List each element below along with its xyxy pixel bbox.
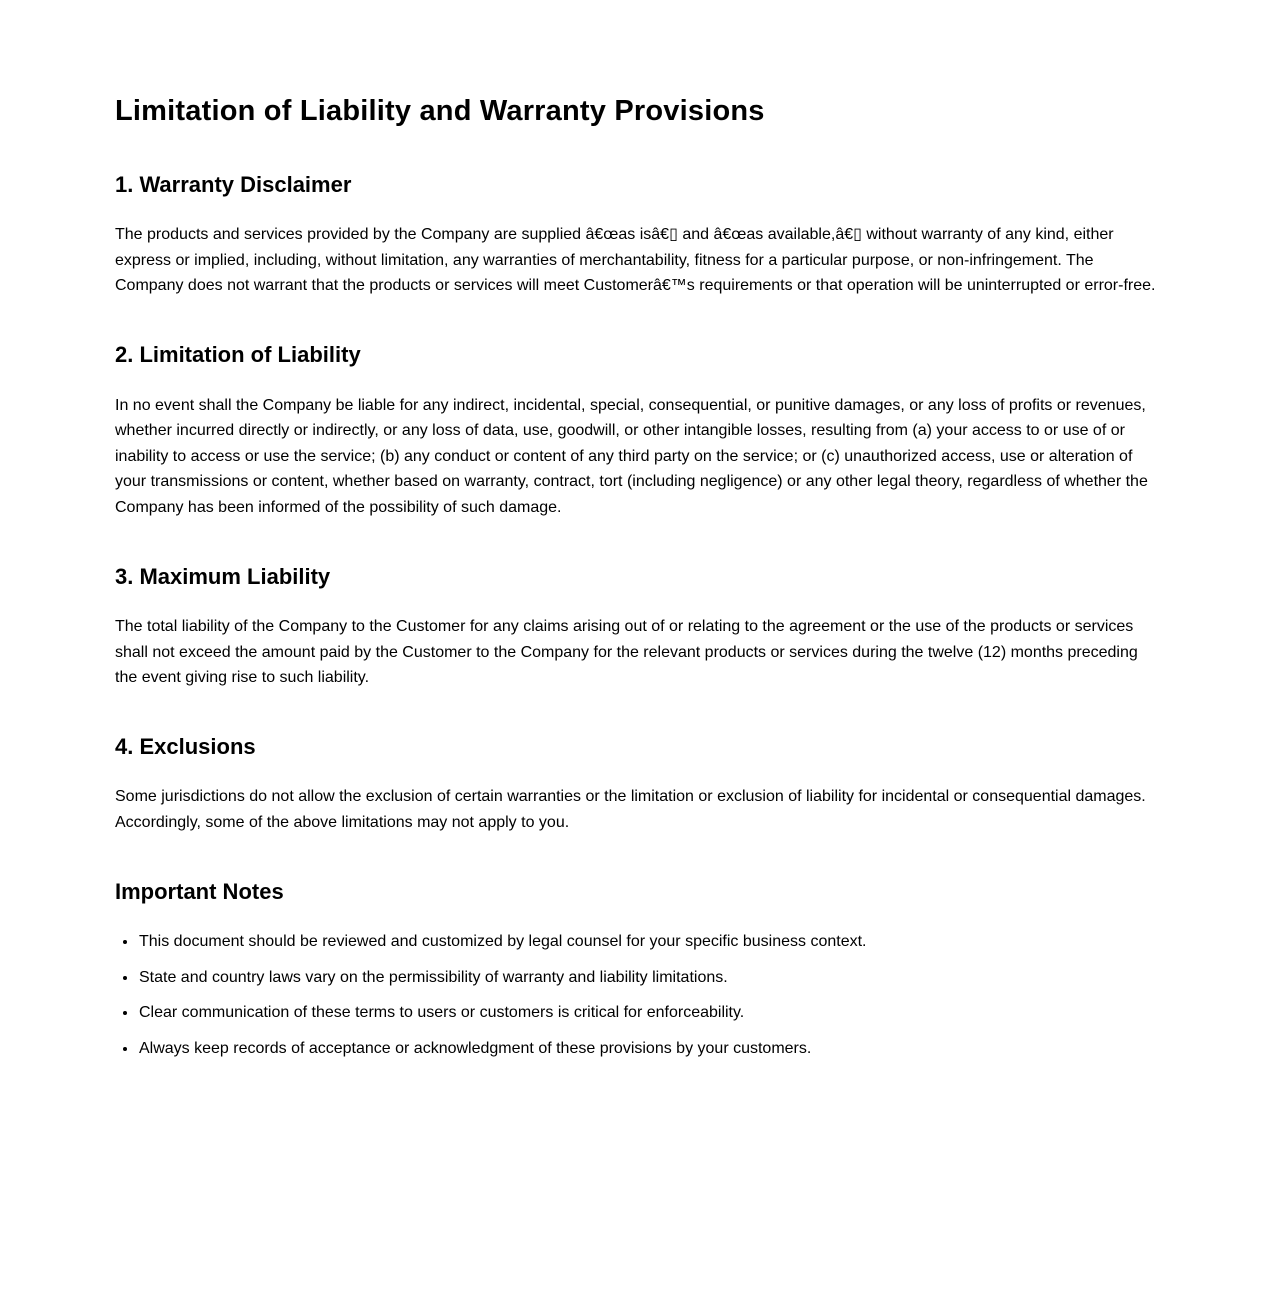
section-paragraph-warranty-disclaimer: The products and services provided by the Company are supplied â€œas isâ€▯ and â€œas available,â€▯ without warranty of any kind, either express or implied, including, without limitation, any warranties of merchantability, fitness for a particular purpose, or non-infringement. The Company does not warrant that the products or services will meet Customerâ€™s requirements or that operation will be uninterrupted or error-free. [115,226,1156,295]
section-paragraph-exclusions: Some jurisdictions do not allow the exclusion of certain warranties or the limitation or exclusion of liability for incidental or consequential damages. Accordingly, some of the above limitations may not apply to you. [115,788,1146,831]
important-note-item: • Always keep records of acceptance or acknowledgment of these provisions by your customers. [138,1036,1163,1062]
section-heading-maximum-liability: 3. Maximum Liability [115,563,331,589]
section-heading-warranty-disclaimer: 1. Warranty Disclaimer [115,171,352,197]
section-heading-exclusions: 4. Exclusions [115,733,256,759]
section-paragraph-limitation-of-liability: In no event shall the Company be liable for any indirect, incidental, special, consequential, or punitive damages, or any loss of profits or revenues, whether incurred directly or indirectly, or any loss of data, use, goodwill, or other intangible losses, resulting from (a) your access to or use of or inability to access or use the service; (b) any conduct or content of any third party on the service; or (c) unauthorized access, use or alteration of your transmissions or content, whether based on warranty, contract, tort (including negligence) or any other legal theory, regardless of whether the Company has been informed of the possibility of such damage. [115,396,1148,516]
section-heading-important-notes: Important Notes [115,878,284,904]
important-note-item: • State and country laws vary on the permissibility of warranty and liability limitations. [138,965,1163,991]
document-title: Limitation of Liability and Warranty Provisions [115,95,765,127]
important-notes-list [115,929,1163,1061]
section-paragraph-maximum-liability: The total liability of the Company to the Customer for any claims arising out of or relating to the agreement or the use of the products or services shall not exceed the amount paid by the Customer to the Company for the relevant products or services during the twelve (12) months preceding the event giving rise to such liability. [115,618,1138,687]
section-heading-limitation-of-liability: 2. Limitation of Liability [115,342,361,368]
important-note-item: • This document should be reviewed and customized by legal counsel for your specific business context. [138,929,1163,955]
document-body [115,0,1163,1151]
important-note-item: • Clear communication of these terms to users or customers is critical for enforceability. [138,1000,1163,1026]
